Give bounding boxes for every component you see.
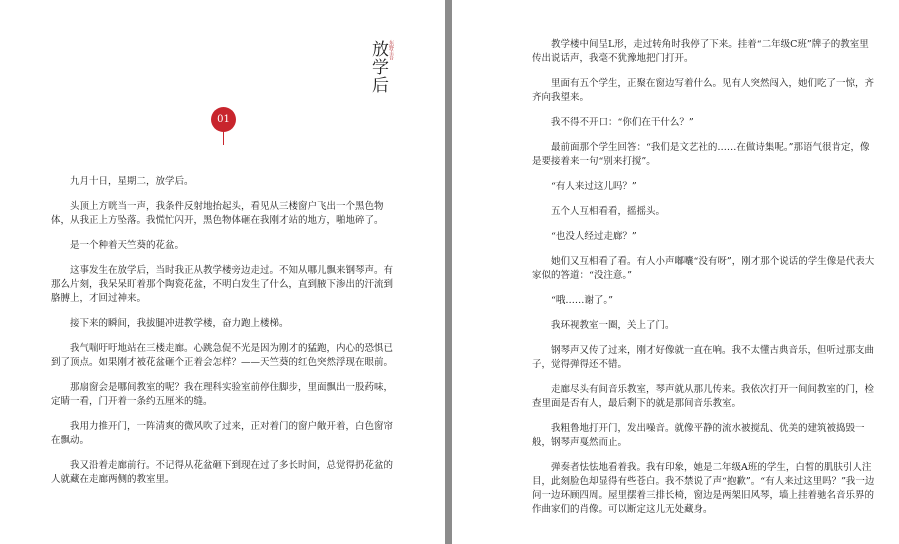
paragraph: 那扇窗会是哪间教室的呢？我在理科实验室前停住脚步，里面飘出一股药味，定睛一看，门开着一条约五厘米的缝。 bbox=[51, 382, 394, 407]
left-page-text bbox=[51, 175, 396, 498]
left-page bbox=[0, 0, 445, 544]
right-page bbox=[452, 0, 899, 544]
paragraph: 九月十日，星期二，放学后。 bbox=[70, 176, 194, 187]
paragraph: 接下来的瞬间，我拔腿冲进教学楼，奋力跑上楼梯。 bbox=[70, 318, 289, 329]
paragraph: 我环视教室一圈，关上了门。 bbox=[551, 320, 675, 331]
paragraph: 教学楼中间呈L形，走过转角时我停了下来。挂着“二年级C班”牌子的教室里传出说话声，我毫不犹豫地把门打开。 bbox=[532, 39, 869, 64]
paragraph: 是一个种着天竺葵的花盆。 bbox=[70, 240, 185, 251]
author-seal: 东野圭吾 bbox=[388, 40, 394, 60]
paragraph: 我不得不开口：“你们在干什么？” bbox=[551, 117, 694, 128]
page-gutter bbox=[445, 0, 452, 544]
paragraph: “也没人经过走廊？” bbox=[551, 231, 637, 242]
chapter-title-block bbox=[366, 40, 396, 94]
chapter-number-badge: 01 bbox=[211, 107, 236, 132]
paragraph: 弹奏者怯怯地看着我。我有印象，她是二年级A班的学生，白皙的肌肤引人注目，此刻脸色却显得有些苍白。我不禁说了声“抱歉”。“有人来过这里吗？”我一边问一边环顾四周。屋里摆着三排长椅，窗边是两架旧风琴，墙上挂着驰名音乐界的作曲家们的肖像。可以断定这儿无处藏身。 bbox=[532, 462, 875, 515]
paragraph: 我又沿着走廊前行。不记得从花盆砸下到现在过了多长时间，总觉得扔花盆的人就藏在走廊两侧的教室里。 bbox=[51, 460, 394, 485]
paragraph: “哦……谢了。” bbox=[551, 295, 613, 306]
paragraph: 走廊尽头有间音乐教室，琴声就从那儿传来。我依次打开一间间教室的门，检查里面是否有人，最后剩下的就是那间音乐教室。 bbox=[532, 384, 875, 409]
paragraph: 我气喘吁吁地站在三楼走廊。心跳急促不光是因为刚才的猛跑，内心的恐惧已到了顶点。如果刚才被花盆砸个正着会怎样？——天竺葵的红色突然浮现在眼前。 bbox=[51, 343, 394, 368]
paragraph: “有人来过这儿吗？” bbox=[551, 181, 637, 192]
paragraph: 她们又互相看了看。有人小声嘟囔“没有呀”，刚才那个说话的学生像是代表大家似的答道：“没注意。” bbox=[532, 256, 875, 281]
paragraph: 这事发生在放学后，当时我正从教学楼旁边走过。不知从哪儿飘来钢琴声。有那么片刻，我呆呆盯着那个陶瓷花盆，不明白发生了什么，直到腋下渗出的汗流到胳膊上，才回过神来。 bbox=[51, 265, 394, 304]
paragraph: 我粗鲁地打开门，发出噪音。就像平静的流水被搅乱、优美的建筑被捣毁一般，钢琴声戛然而止。 bbox=[532, 423, 865, 448]
paragraph: 钢琴声又传了过来，刚才好像就一直在响。我不太懂古典音乐，但听过那支曲子，觉得弹得还不错。 bbox=[532, 345, 875, 370]
paragraph: 五个人互相看看，摇摇头。 bbox=[551, 206, 666, 217]
paragraph: 头顶上方咣当一声，我条件反射地抬起头，看见从三楼窗户飞出一个黑色物体，从我正上方坠落。我慌忙闪开，黑色物体砸在我刚才站的地方，啪地碎了。 bbox=[51, 201, 384, 226]
chapter-title: 放学后 bbox=[368, 40, 388, 94]
paragraph: 里面有五个学生，正聚在窗边写着什么。见有人突然闯入，她们吃了一惊，齐齐向我望来。 bbox=[532, 78, 875, 103]
right-page-text bbox=[532, 38, 877, 528]
paragraph: 我用力推开门，一阵清爽的微风吹了过来，正对着门的窗户敞开着，白色窗帘在飘动。 bbox=[51, 421, 394, 446]
paragraph: 最前面那个学生回答：“我们是文艺社的……在做诗集呢。”那语气很肯定，像是要接着来一句“别来打搅”。 bbox=[532, 142, 870, 167]
